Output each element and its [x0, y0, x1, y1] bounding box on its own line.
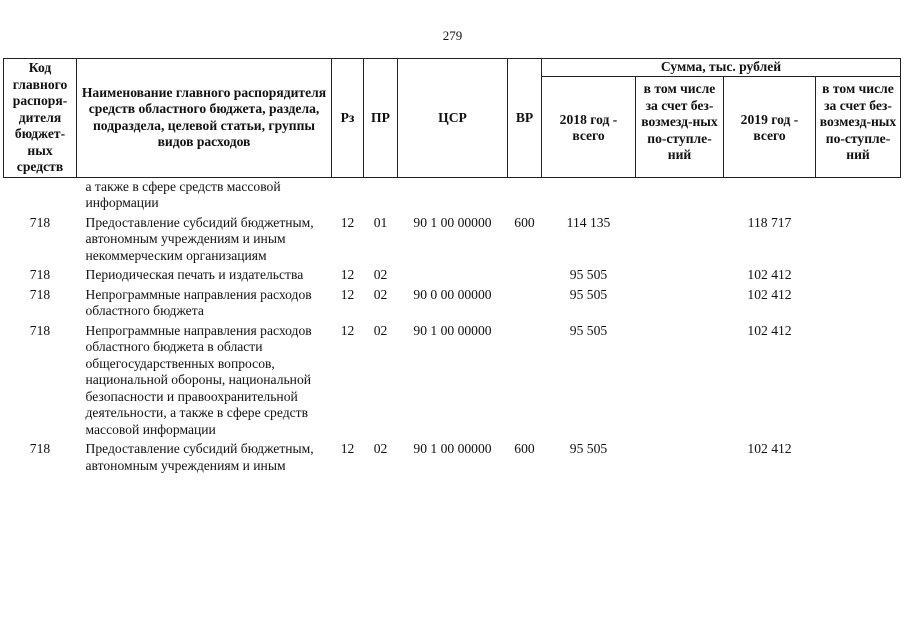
cell-2019-free — [816, 441, 901, 477]
cell-code: 718 — [29, 267, 51, 282]
cell-2019-total: 102 412 — [747, 267, 792, 282]
cell-code — [4, 177, 77, 215]
cell-code: 718 — [29, 322, 51, 338]
header-2018-total: 2018 год - всего — [542, 77, 636, 178]
cell-rz: 12 — [340, 441, 355, 456]
cell-2019-free — [816, 267, 901, 287]
cell-2018-free — [636, 287, 724, 323]
cell-vr: 600 — [514, 214, 535, 230]
cell-pr — [364, 177, 398, 215]
header-2018-free: в том числе за счет без-возмезд-ных по-ступле-ний — [636, 77, 724, 178]
cell-2018-total — [542, 177, 636, 215]
cell-csr — [398, 177, 508, 215]
cell-2018-free — [636, 441, 724, 477]
cell-csr: 90 1 00 00000 — [413, 322, 492, 338]
cell-2018-total: 95 505 — [569, 267, 608, 282]
cell-name: Периодическая печать и издательства — [85, 267, 304, 282]
cell-2019-total: 102 412 — [747, 441, 792, 456]
cell-rz: 12 — [340, 322, 355, 338]
cell-2019-free — [816, 287, 901, 323]
header-vr: ВР — [508, 59, 542, 178]
header-code: Код главного распоря-дителя бюджет-ных средств — [4, 59, 77, 178]
cell-2019-free — [816, 215, 901, 268]
cell-rz: 12 — [340, 286, 355, 302]
cell-name: Предоставление субсидий бюджетным, автономным учреждениям и иным — [85, 441, 314, 473]
cell-vr — [508, 267, 542, 287]
cell-pr: 02 — [373, 441, 388, 456]
table-row — [4, 215, 901, 268]
cell-pr: 02 — [373, 267, 388, 282]
cell-vr — [508, 287, 542, 323]
cell-2019-free — [816, 177, 901, 215]
cell-name: а также в сфере средств массовой информации — [85, 178, 281, 210]
cell-2018-free — [636, 267, 724, 287]
cell-csr: 90 1 00 00000 — [413, 214, 492, 230]
cell-2019-total — [724, 177, 816, 215]
header-rz: Рз — [332, 59, 364, 178]
budget-table — [3, 58, 901, 477]
cell-2018-total: 114 135 — [566, 214, 611, 230]
table-row — [4, 287, 901, 323]
cell-vr — [508, 177, 542, 215]
cell-name: Предоставление субсидий бюджетным, автономным учреждениям и иным некоммерческим организациям — [85, 214, 314, 263]
cell-rz: 12 — [340, 214, 355, 230]
cell-2019-total: 118 717 — [747, 214, 792, 230]
cell-vr — [508, 323, 542, 442]
cell-pr: 02 — [373, 286, 388, 302]
cell-code: 718 — [29, 441, 51, 456]
table-row — [4, 441, 901, 477]
table-header — [4, 59, 901, 178]
cell-csr: 90 1 00 00000 — [413, 441, 492, 456]
cell-2018-free — [636, 323, 724, 442]
header-2019-free: в том числе за счет без-возмезд-ных по-ступле-ний — [816, 77, 901, 178]
cell-csr: 90 0 00 00000 — [413, 286, 492, 302]
cell-2019-total: 102 412 — [747, 286, 792, 302]
cell-2018-free — [636, 177, 724, 215]
cell-2018-total: 95 505 — [569, 441, 608, 456]
cell-name: Непрограммные направления расходов областного бюджета — [85, 286, 312, 318]
header-name: Наименование главного распорядителя средств областного бюджета, раздела, подраздела, целевой статьи, группы видов расходов — [77, 59, 332, 178]
cell-2018-total: 95 505 — [569, 286, 608, 302]
page-number: 279 — [442, 28, 463, 43]
table-body — [4, 177, 901, 477]
cell-csr — [398, 267, 508, 287]
cell-pr: 01 — [373, 214, 388, 230]
header-sum: Сумма, тыс. рублей — [542, 59, 901, 77]
cell-pr: 02 — [373, 322, 388, 338]
table-row — [4, 177, 901, 215]
table-row — [4, 267, 901, 287]
cell-2019-total: 102 412 — [747, 322, 792, 338]
cell-rz — [332, 177, 364, 215]
cell-rz: 12 — [340, 267, 355, 282]
header-pr: ПР — [364, 59, 398, 178]
cell-name: Непрограммные направления расходов областного бюджета в области общегосударственных вопросов, национальной обороны, национальной безопасности и правоохранительной деятельности, а также в сфере средств массовой информации — [85, 322, 312, 437]
table-row — [4, 323, 901, 442]
header-csr: ЦСР — [398, 59, 508, 178]
header-2019-total: 2019 год - всего — [724, 77, 816, 178]
cell-2018-total: 95 505 — [569, 322, 608, 338]
cell-2019-free — [816, 323, 901, 442]
cell-vr: 600 — [514, 441, 535, 456]
cell-code: 718 — [29, 214, 51, 230]
cell-2018-free — [636, 215, 724, 268]
cell-code: 718 — [29, 286, 51, 302]
